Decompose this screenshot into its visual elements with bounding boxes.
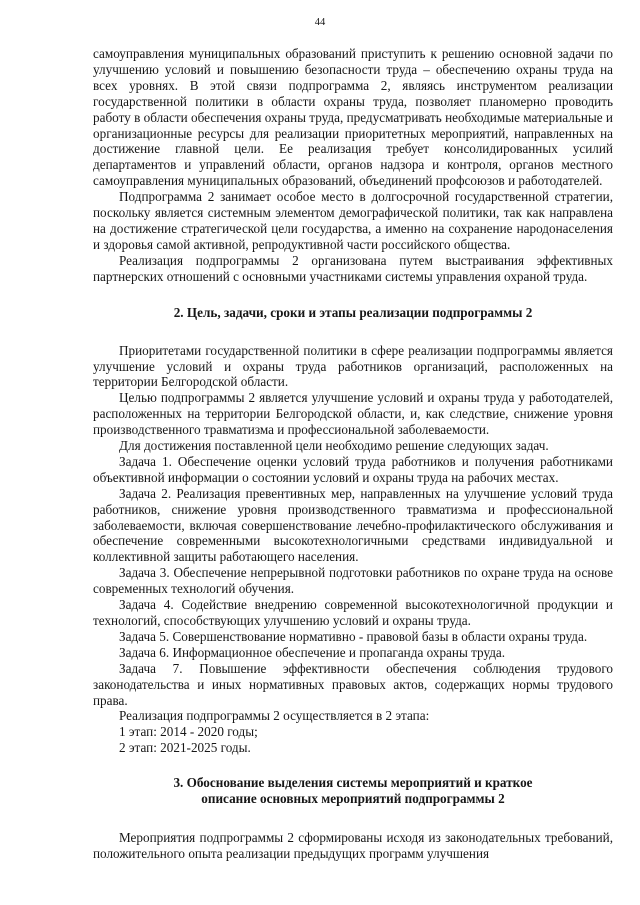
paragraph: Приоритетами государственной политики в сфере реализации подпрограммы является улучшение условий и охраны труда работников организаций, расположенных на территории Белгородской области. — [93, 342, 613, 390]
task-paragraph: Задача 2. Реализация превентивных мер, направленных на улучшение условий труда работников, снижение уровня производственного травматизма и профессиональной заболеваемости, включая совершенствование лечебно-профилактического обслуживания и обеспечение современными высокотехнологичными средствами индивидуальной и коллективной защиты работающего населения. — [93, 485, 613, 565]
paragraph: самоуправления муниципальных образований приступить к решению основной задачи по улучшению условий и повышению безопасности труда – обеспечению охраны труда на всех уровнях. В этой связи подпрограмма 2, являясь инструментом реализации государственной политики в области охраны труда, позволяет планомерно проводить работу в области обеспечения охраны труда, предусматривать необходимые материальные и организационные ресурсы для реализации приоритетных мероприятий, направленных на достижение главной цели. Ее реализация требует консолидированных усилий департаментов и управлений области, органов надзора и контроля, органов местного самоуправления муниципальных образований, объединений профсоюзов и работодателей. — [93, 46, 613, 189]
page-number: 44 — [314, 17, 326, 28]
paragraph: Для достижения поставленной цели необходимо решение следующих задач. — [119, 438, 549, 454]
task-paragraph: Задача 6. Информационное обеспечение и пропаганда охраны труда. — [119, 644, 506, 660]
task-paragraph: Задача 1. Обеспечение оценки условий труда работников и получения работниками объективной информации о состоянии условий и охраны труда на рабочих местах. — [93, 453, 613, 485]
task-paragraph: Задача 7. Повышение эффективности обеспечения соблюдения трудового законодательства и иных нормативных правовых актов, содержащих нормы трудового права. — [93, 660, 613, 708]
section-3-heading-line2: описание основных мероприятий подпрограммы 2 — [201, 791, 505, 807]
task-paragraph: Задача 3. Обеспечение непрерывной подготовки работников по охране труда на основе современных технологий обучения. — [93, 565, 613, 597]
paragraph: Мероприятия подпрограммы 2 сформированы исходя из законодательных требований, положительного опыта реализации предыдущих программ улучшения — [93, 830, 613, 862]
paragraph: Целью подпрограммы 2 является улучшение условий и охраны труда у работодателей, расположенных на территории Белгородской области, и, как следствие, снижение уровня производственного травматизма и профессиональной заболеваемости. — [93, 390, 613, 438]
paragraph: Подпрограмма 2 занимает особое место в долгосрочной государственной стратегии, поскольку является системным элементом демографической политики, так как направлена на достижение стратегической цели государства, а именно на сохранение народонаселения и здоровья самой активной, репродуктивной части российского общества. — [93, 189, 613, 252]
stage-item: 2 этап: 2021-2025 годы. — [119, 740, 251, 756]
section-3-heading-line1: 3. Обоснование выделения системы мероприятий и краткое — [173, 775, 533, 791]
section-2-heading: 2. Цель, задачи, сроки и этапы реализации подпрограммы 2 — [173, 304, 533, 320]
stage-item: 1 этап: 2014 - 2020 годы; — [119, 724, 258, 740]
section-3-heading — [93, 775, 613, 807]
page-content — [93, 46, 613, 862]
paragraph: Реализация подпрограммы 2 организована путем выстраивания эффективных партнерских отношений с основными участниками системы управления охраной труда. — [93, 252, 613, 284]
paragraph: Реализация подпрограммы 2 осуществляется в 2 этапа: — [119, 708, 430, 724]
task-paragraph: Задача 4. Содействие внедрению современной высокотехнологичной продукции и технологий, способствующих улучшению условий и охраны труда. — [93, 597, 613, 628]
task-paragraph: Задача 5. Совершенствование нормативно - правовой базы в области охраны труда. — [119, 628, 588, 644]
